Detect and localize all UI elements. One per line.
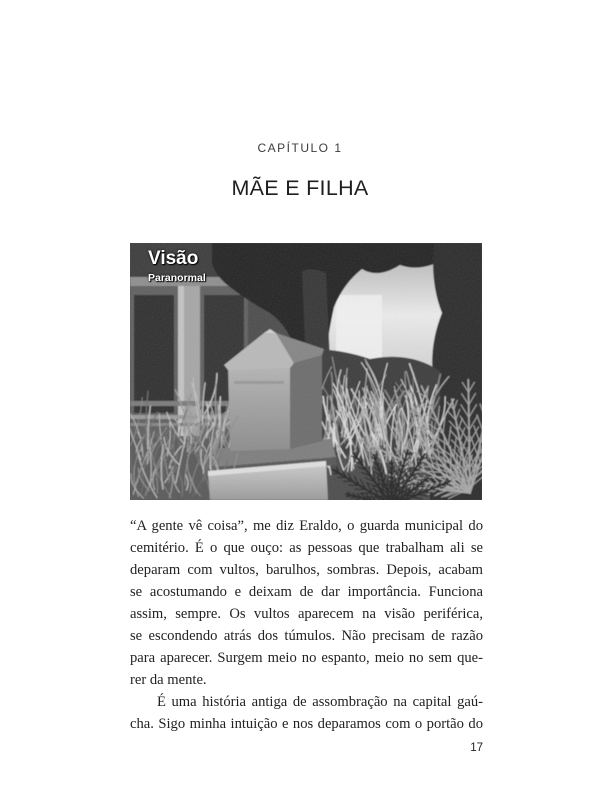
text-line: “A gente vê coisa”, me diz Eraldo, o guarda municipal do: [130, 518, 483, 534]
chapter-title: MÃE E FILHA: [231, 176, 369, 200]
body-text: [130, 515, 483, 735]
paragraph: [130, 691, 483, 735]
text-line: cha. Sigo minha intuição e nos deparamos com o portão do: [130, 716, 483, 732]
text-line: para aparecer. Surgem meio no espanto, meio no sem que-: [130, 650, 483, 666]
text-line: se acostumando e deixam de dar importância. Funciona: [130, 584, 483, 600]
text-line: deparam com vultos, barulhos, sombras. Depois, acabam: [130, 562, 483, 578]
paragraph: [130, 515, 483, 691]
chapter-number: CAPÍTULO 1: [257, 141, 343, 155]
logo-subtitle: Paranormal: [148, 272, 206, 284]
text-line: se escondendo atrás dos túmulos. Não precisam de razão: [130, 628, 483, 644]
text-line: cemitério. É o que ouço: as pessoas que trabalham ali se: [130, 540, 483, 556]
logo-title: Visão: [148, 248, 199, 269]
page-number: 17: [470, 742, 483, 754]
text-line: assim, sempre. Os vultos aparecem na visão periférica,: [130, 606, 483, 622]
cemetery-photo: [130, 243, 482, 500]
text-line: rer da mente.: [130, 672, 207, 688]
text-line: É uma história antiga de assombração na capital gaú-: [157, 694, 483, 710]
